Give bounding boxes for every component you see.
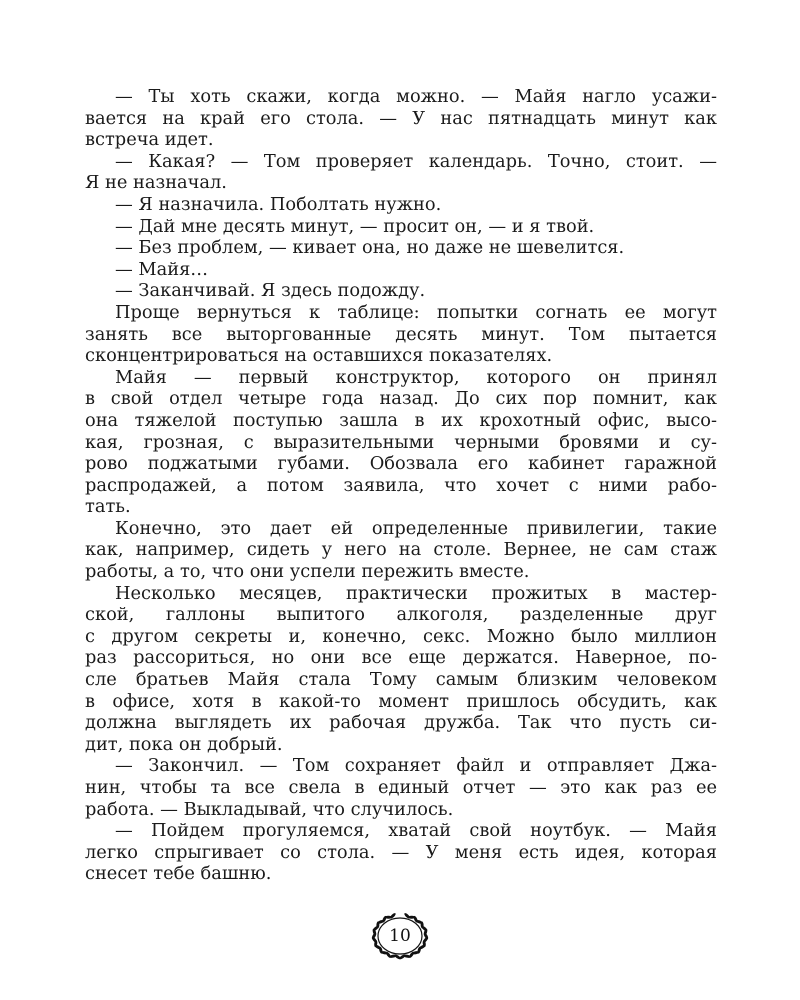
text-line: легко спрыгивает со стола. — У меня есть идея, которая — [85, 841, 717, 863]
text-line: распродажей, а потом заявила, что хочет с ними рабо- — [85, 474, 717, 496]
text-line: Проще вернуться к таблице: попытки согнать ее могут — [115, 301, 717, 323]
text-line: кая, грозная, с выразительными черными бровями и су- — [85, 431, 717, 453]
text-line: вается на край его стола. — У нас пятнадцать минут как — [85, 107, 717, 129]
text-line: — Закончил. — Том сохраняет файл и отправляет Джа- — [115, 755, 717, 777]
text-line: встреча идет. — [85, 129, 214, 151]
text-line: — Какая? — Том проверяет календарь. Точно, стоит. — — [115, 150, 717, 172]
text-line: сле братьев Майя стала Тому самым близким человеком — [85, 669, 717, 691]
text-line: сконцентрироваться на оставшихся показателях. — [85, 345, 553, 367]
page-number: 10 — [389, 926, 411, 946]
text-line: — Заканчивай. Я здесь подожду. — [115, 280, 426, 302]
text-line: снесет тебе башню. — [85, 863, 272, 885]
text-line: — Без проблем, — кивает она, но даже не шевелится. — [115, 237, 625, 259]
text-line: с другом секреты и, конечно, секс. Можно было миллион — [85, 625, 717, 647]
text-line: — Пойдем прогуляемся, хватай свой ноутбук. — Майя — [115, 820, 717, 842]
text-line: работы, а то, что они успели пережить вместе. — [85, 561, 530, 583]
text-line: — Ты хоть скажи, когда можно. — Майя нагло усажи- — [115, 86, 717, 107]
text-line: раз рассориться, но они все еще держатся. Наверное, по- — [85, 647, 717, 669]
text-line: в свой отдел четыре года назад. До сих пор помнит, как — [85, 388, 717, 410]
text-line: нин, чтобы та все свела в единый отчет — это как раз ее — [85, 777, 717, 798]
text-line: — Я назначила. Поболтать нужно. — [115, 193, 442, 215]
text-line: ской, галлоны выпитого алкоголя, разделенные друг — [85, 604, 717, 626]
text-line: должна выглядеть их рабочая дружба. Так что пусть си- — [85, 712, 717, 734]
page-number-badge — [366, 908, 434, 964]
text-line: занять все выторгованные десять минут. Том пытается — [85, 323, 717, 345]
text-line: работа. — Выкладывай, что случилось. — [85, 798, 454, 820]
text-line: — Майя… — [115, 258, 209, 280]
text-line: Я не назначал. — [85, 172, 227, 194]
text-line: Конечно, это дает ей определенные привилегии, такие — [115, 517, 717, 539]
text-line: она тяжелой поступью зашла в их крохотный офис, высо- — [85, 409, 717, 431]
body-text — [85, 86, 717, 885]
text-line: рово поджатыми губами. Обозвала его кабинет гаражной — [85, 453, 717, 475]
text-line: дит, пока он добрый. — [85, 733, 283, 755]
text-line: тать. — [85, 496, 131, 518]
text-line: — Дай мне десять минут, — просит он, — и я твой. — [115, 215, 595, 237]
text-line: Несколько месяцев, практически прожитых в мастер- — [115, 582, 717, 604]
text-line: как, например, сидеть у него на столе. Вернее, не сам стаж — [85, 539, 717, 561]
text-line: Майя — первый конструктор, которого он принял — [115, 366, 717, 388]
text-line: в офисе, хотя в какой-то момент пришлось обсудить, как — [85, 690, 717, 712]
